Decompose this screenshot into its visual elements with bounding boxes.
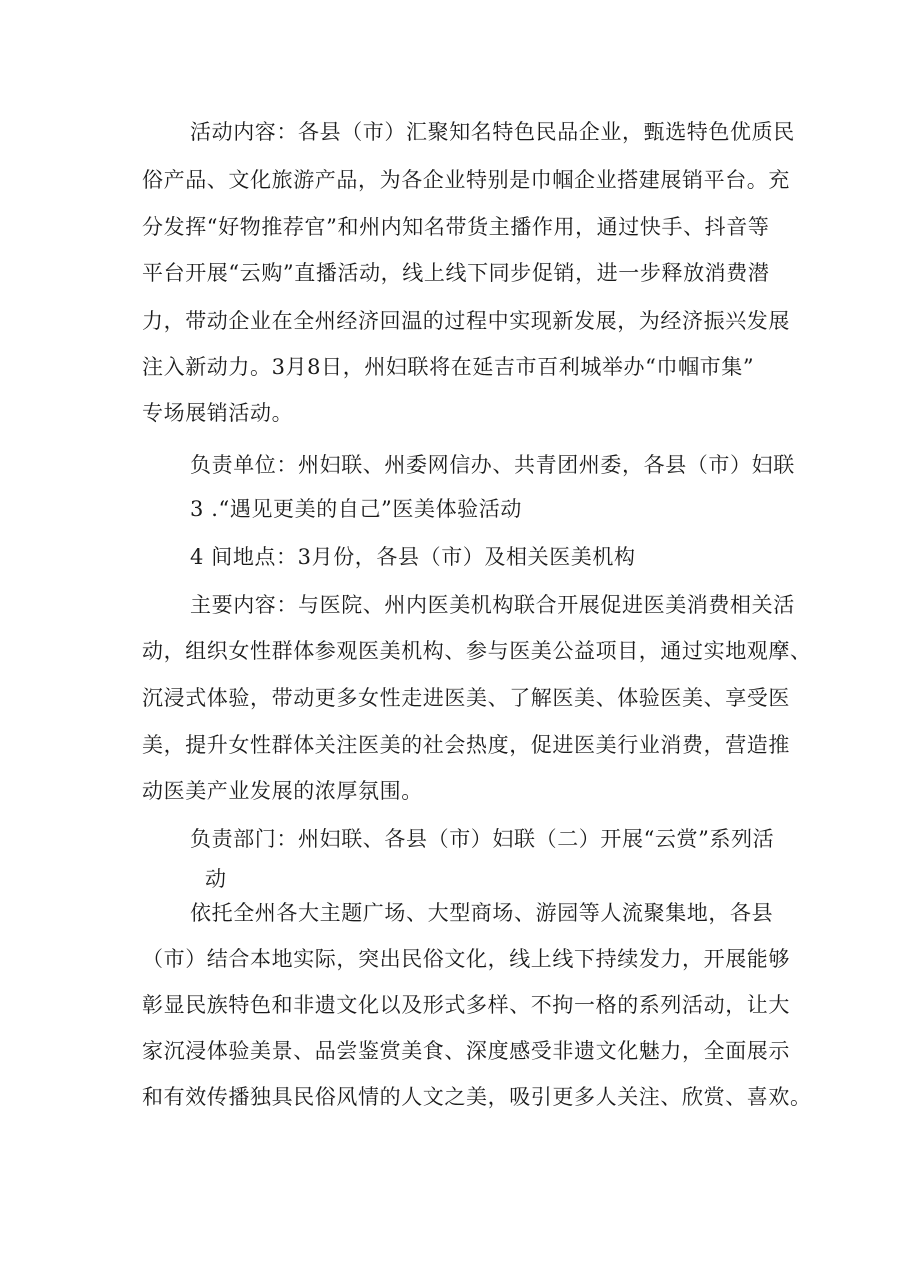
- paragraph-line: 动，组织女性群体参观医美机构、参与医美公益项目，通过实地观摩、: [142, 639, 812, 663]
- paragraph-line: （市）结合本地实际，突出民俗文化，线上线下持续发力，开展能够: [142, 947, 790, 971]
- paragraph-line: 俗产品、文化旅游产品，为各企业特别是巾帼企业搭建展销平台。充: [142, 168, 790, 192]
- paragraph-line: 活动内容：各县（市）汇聚知名特色民品企业，甄选特色优质民: [190, 120, 795, 144]
- paragraph-line: 家沉浸体验美景、品尝鉴赏美食、深度感受非遗文化魅力，全面展示: [142, 1039, 790, 1063]
- paragraph-line: 动医美产业发展的浓厚氛围。: [142, 779, 423, 803]
- paragraph-line: 分发挥“好物推荐官”和州内知名带货主播作用，通过快手、抖音等: [142, 215, 770, 239]
- section-heading: 3 .“遇见更美的自己”医美体验活动: [190, 497, 522, 521]
- paragraph-line: 依托全州各大主题广场、大型商场、游园等人流聚集地，各县: [190, 901, 774, 925]
- paragraph-line: 主要内容：与医院、州内医美机构联合开展促进医美消费相关活: [190, 593, 795, 617]
- paragraph-line: 专场展销活动。: [142, 401, 294, 425]
- paragraph-line: 平台开展“云购”直播活动，线上线下同步促销，进一步释放消费潜: [142, 261, 770, 285]
- section-heading-continuation: 动: [205, 867, 227, 891]
- paragraph-line: 美，提升女性群体关注医美的社会热度，促进医美行业消费，营造推: [142, 733, 790, 757]
- paragraph-line: 注入新动力。3月8日，州妇联将在延吉市百利城举办“巾帼市集”: [142, 355, 755, 379]
- responsible-dept-line: 负责部门：州妇联、各县（市）妇联（二）开展“云赏”系列活: [190, 827, 775, 851]
- paragraph-line: 和有效传播独具民俗风情的人文之美，吸引更多人关注、欣赏、喜欢。: [142, 1085, 812, 1109]
- paragraph-line: 沉浸式体验，带动更多女性走进医美、了解医美、体验医美、享受医: [142, 686, 790, 710]
- paragraph-line: 彰显民族特色和非遗文化以及形式多样、不拘一格的系列活动，让大: [142, 993, 790, 1017]
- responsible-unit-line: 负责单位：州妇联、州委网信办、共青团州委，各县（市）妇联: [190, 453, 795, 477]
- paragraph-line: 力，带动企业在全州经济回温的过程中实现新发展，为经济振兴发展: [142, 309, 790, 333]
- time-location-line: 4 间地点：3月份，各县（市）及相关医美机构: [190, 545, 636, 569]
